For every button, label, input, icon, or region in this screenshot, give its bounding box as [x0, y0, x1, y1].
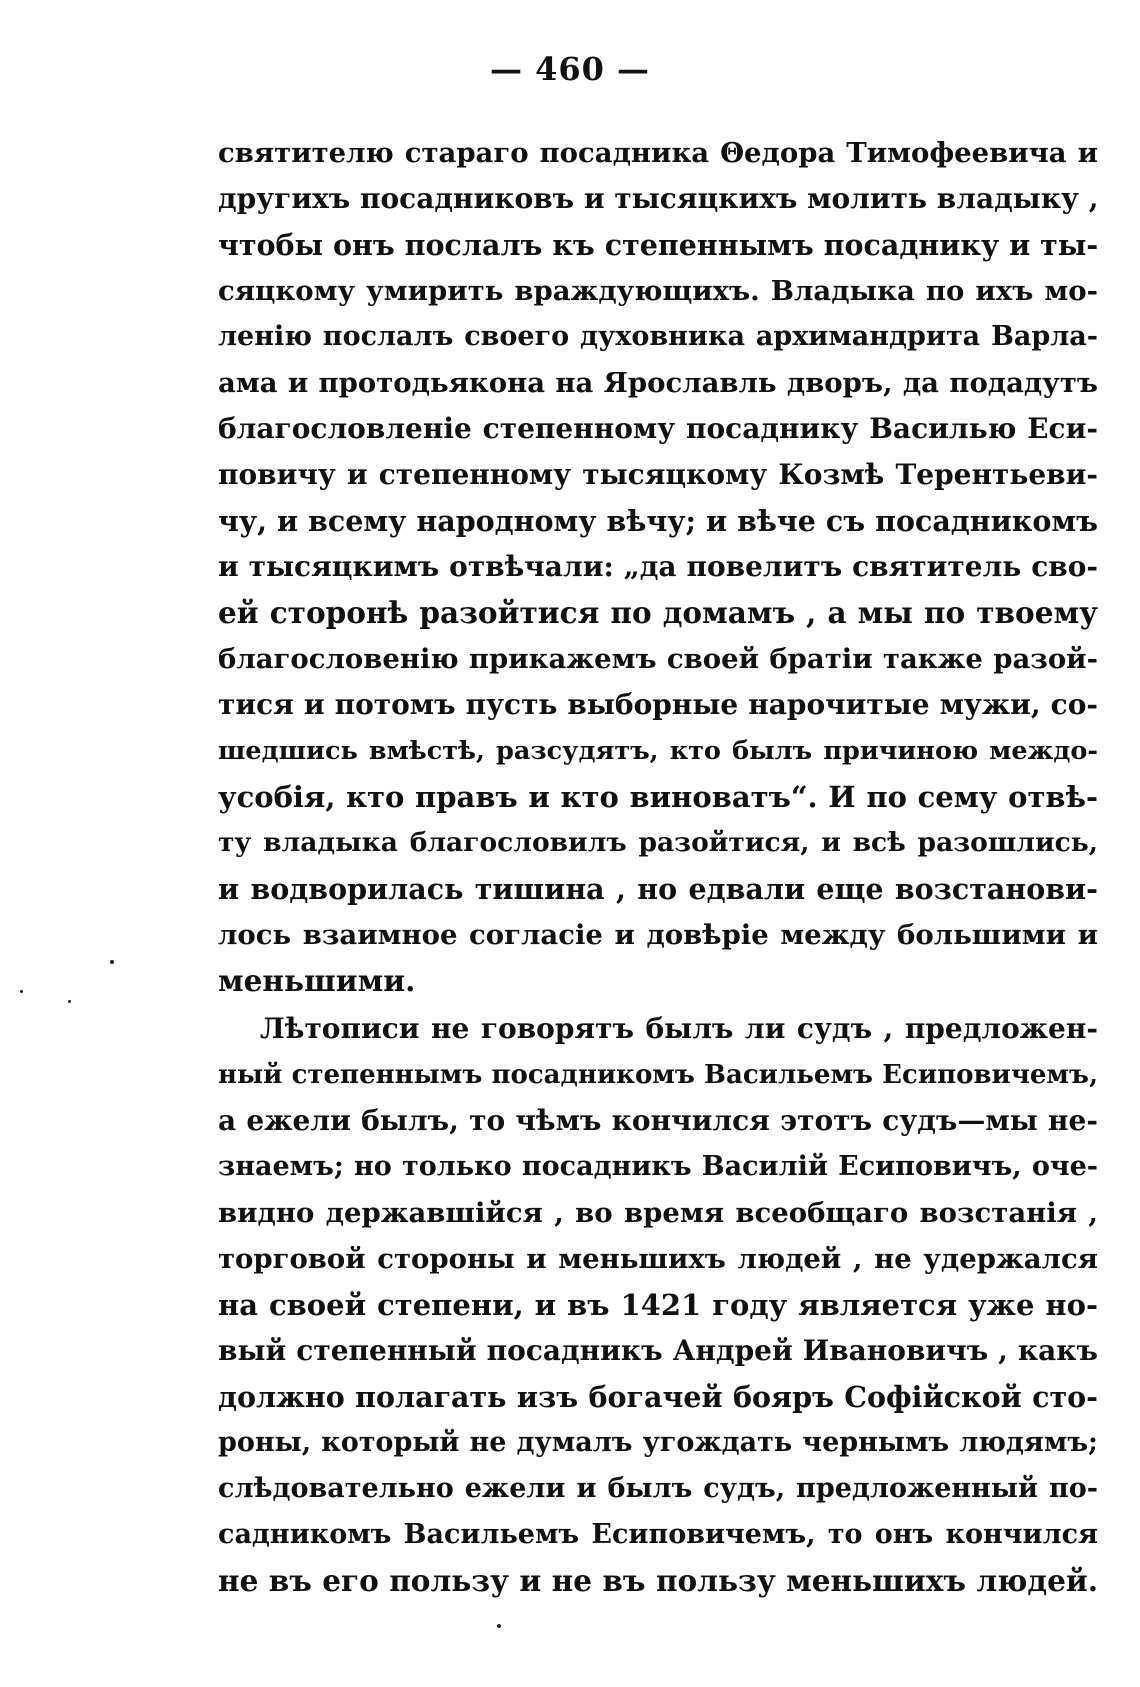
text-line: повичу и степенному тысяцкому Козмѣ Терентьеви-	[218, 458, 1098, 491]
text-line: садникомъ Васильемъ Есиповичемъ, то онъ кончился	[218, 1519, 1098, 1550]
scan-speck	[68, 1000, 71, 1003]
text-line: ама и протодьякона на Ярославль дворъ, да подадутъ	[218, 367, 1098, 399]
text-line: торговой стороны и меньшихъ людей , не удержался	[218, 1243, 1098, 1275]
text-line: шедшись вмѣстѣ, разсудятъ, кто былъ причиною междо-	[218, 736, 1098, 766]
text-line: благословленіе степенному посаднику Василью Еси-	[218, 412, 1098, 445]
text-line: знаемъ; но только посадникъ Василій Есиповичъ, оче-	[218, 1151, 1098, 1182]
scan-speck	[110, 960, 114, 964]
text-line: святителю стараго посадника Θедора Тимофеевича и	[218, 137, 1098, 169]
text-line: усобія, кто правъ и кто виноватъ“. И по сему отвѣ-	[218, 780, 1098, 814]
text-line: роны, который не думалъ угождать чернымъ людямъ;	[218, 1427, 1098, 1458]
text-line: меньшими.	[218, 963, 416, 998]
text-line: чу, и всему народному вѣчу; и вѣче съ посадникомъ	[218, 504, 1098, 538]
scan-speck	[497, 1624, 501, 1628]
text-line: благословенію прикажемъ своей братіи также разой-	[218, 643, 1098, 675]
text-line: ту владыка благословилъ разойтися, и всѣ разошлись,	[218, 827, 1098, 858]
text-line: лось взаимное согласіе и довѣріе между большими и	[218, 919, 1098, 951]
text-line: другихъ посадниковъ и тысяцкихъ молить владыку ,	[218, 182, 1099, 215]
paragraph-1	[218, 130, 1098, 1004]
text-line: а ежели былъ, то чѣмъ кончился этотъ судъ—мы не-	[218, 1104, 1098, 1137]
text-line: чтобы онъ послалъ къ степеннымъ посаднику и ты-	[218, 228, 1099, 262]
page-number: — 460 —	[489, 50, 651, 88]
text-line: должно полагать изъ богачей бояръ Софійской сто-	[218, 1380, 1098, 1414]
text-line: вый степенный посадникъ Андрей Ивановичъ , какъ	[218, 1334, 1098, 1367]
body-text	[218, 130, 1098, 1604]
text-line: видно державшійся , во время всеобщаго возстанія ,	[218, 1197, 1098, 1229]
text-line: и водворилась тишина , но едвали еще возстанови-	[218, 872, 1098, 906]
text-line: ный степеннымъ посадникомъ Васильемъ Есиповичемъ,	[218, 1060, 1098, 1090]
text-line: ей сторонѣ разойтися по домамъ , а мы по твоему	[218, 595, 1098, 630]
text-line: тися и потомъ пусть выборные нарочитые мужи, со-	[218, 688, 1098, 721]
text-line: не въ его пользу и не въ пользу меньшихъ людей.	[218, 1563, 1098, 1598]
text-line: сяцкому умирить враждующихъ. Владыка по ихъ мо-	[218, 275, 1098, 307]
text-line: и тысяцкимъ отвѣчали: „да повелитъ святитель сво-	[218, 550, 1098, 583]
text-line: ленію послалъ своего духовника архимандрита Варла-	[218, 321, 1098, 352]
text-line: Лѣтописи не говорятъ былъ ли судъ , предложен-	[260, 1012, 1098, 1045]
text-line: слѣдовательно ежели и былъ судъ, предложенный по-	[218, 1473, 1098, 1504]
text-line: на своей степени, и въ 1421 году является уже но-	[218, 1288, 1098, 1322]
scan-speck	[20, 990, 23, 993]
paragraph-2	[218, 1006, 1098, 1604]
